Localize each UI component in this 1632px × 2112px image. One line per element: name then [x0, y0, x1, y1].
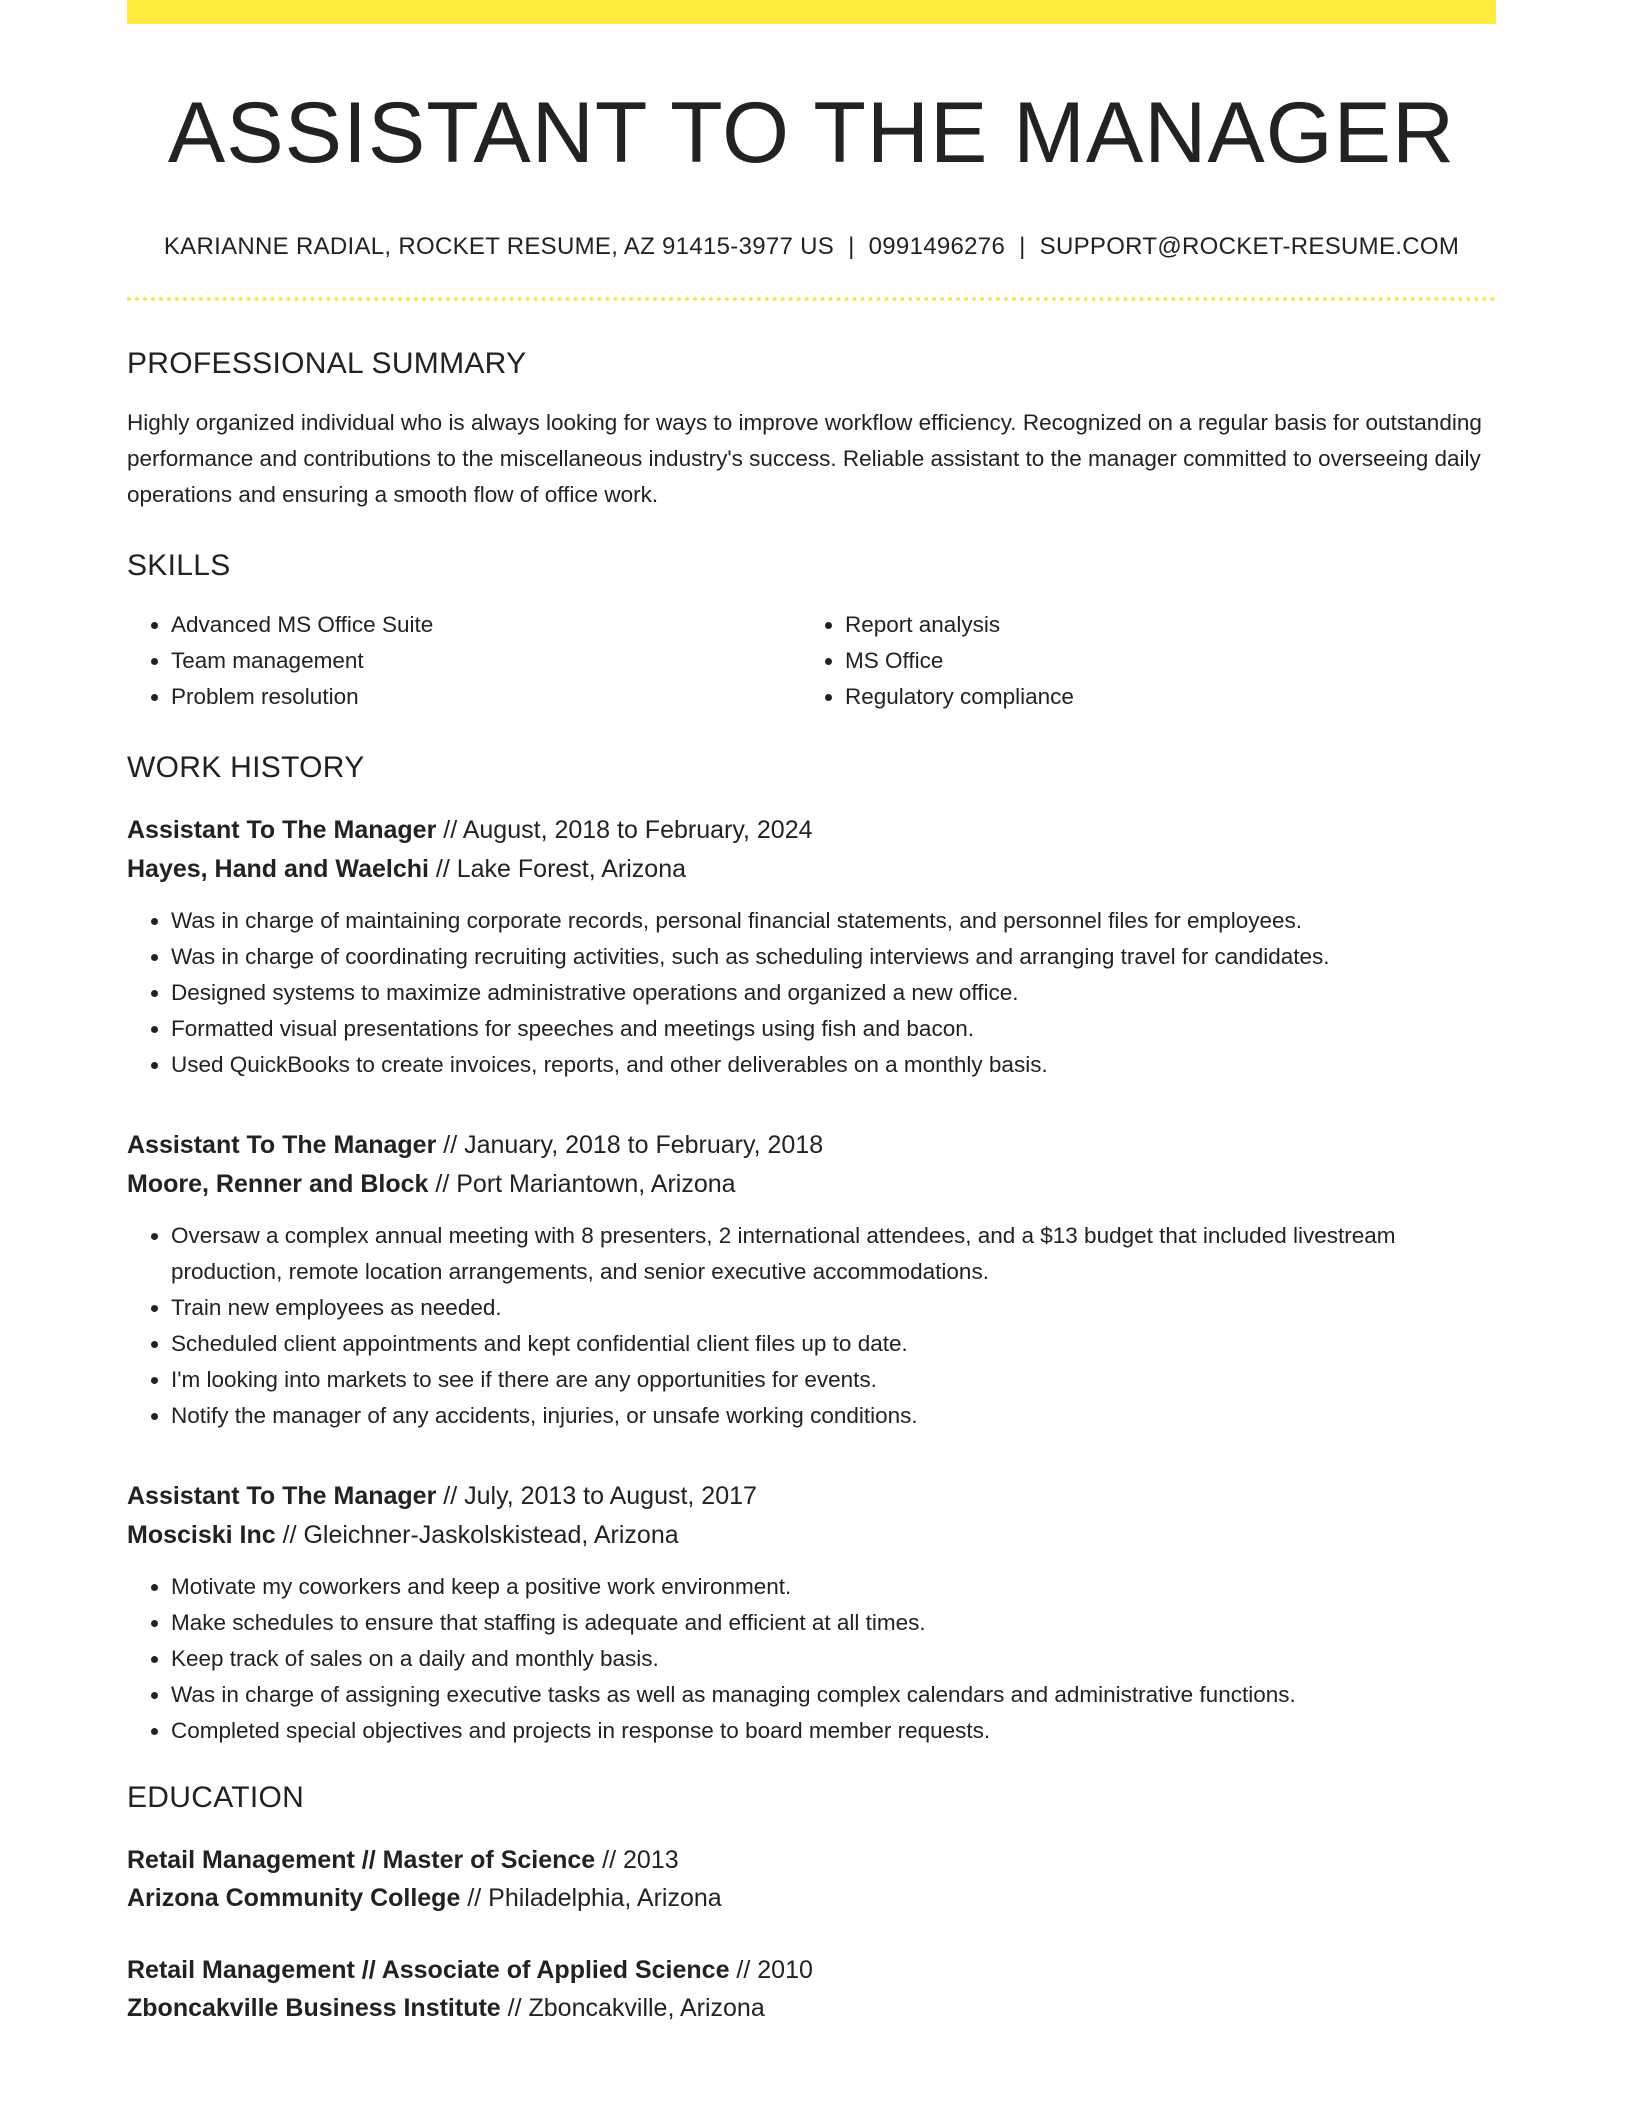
job-bullet: • I'm looking into markets to see if there are any opportunities for events.: [171, 1362, 1496, 1398]
skills-column-left: [127, 607, 801, 715]
skill-item: • Team management: [171, 643, 801, 679]
education-degree: Retail Management // Associate of Applied Science: [127, 1955, 730, 1984]
education-heading: EDUCATION: [127, 1780, 305, 1814]
skills-heading: SKILLS: [127, 548, 231, 582]
job-bullet: • Notify the manager of any accidents, injuries, or unsafe working conditions.: [171, 1398, 1496, 1434]
job-dates: // January, 2018 to February, 2018: [436, 1130, 824, 1159]
job-bullets: [127, 1569, 1496, 1749]
job-bullets: [127, 1218, 1496, 1434]
job-location: // Gleichner-Jaskolskistead, Arizona: [275, 1520, 679, 1549]
job-bullet: • Scheduled client appointments and kept confidential client files up to date.: [171, 1326, 1496, 1362]
job-company: Mosciski Inc: [127, 1520, 276, 1549]
contact-email: SUPPORT@ROCKET-RESUME.COM: [1039, 232, 1460, 260]
education-year: // 2010: [729, 1955, 813, 1984]
job-company-line: [127, 1516, 1496, 1555]
work-history-heading: WORK HISTORY: [127, 750, 365, 784]
job-company: Hayes, Hand and Waelchi: [127, 854, 429, 883]
education-school-line: [127, 1879, 1496, 1917]
contact-separator: |: [848, 232, 855, 260]
skill-item: • Problem resolution: [171, 679, 801, 715]
education-school: Arizona Community College: [127, 1883, 461, 1912]
job-dates: // August, 2018 to February, 2024: [436, 815, 813, 844]
summary-text: Highly organized individual who is always looking for ways to improve workflow efficiency. Recognized on a regular basis for outstanding performance and contributions to the miscellaneous industry's success. Reliable assistant to the manager committed to overseeing daily operations and ensuring a smooth flow of office work.: [127, 409, 1482, 507]
contact-line: [127, 233, 1496, 261]
job-bullet: • Was in charge of maintaining corporate records, personal financial statements, and personnel files for employees.: [171, 903, 1496, 939]
job-company: Moore, Renner and Block: [127, 1169, 429, 1198]
job-bullet: • Used QuickBooks to create invoices, reports, and other deliverables on a monthly basis.: [171, 1047, 1496, 1083]
top-accent-bar: [127, 0, 1496, 24]
job-bullet: • Completed special objectives and projects in response to board member requests.: [171, 1713, 1496, 1749]
education-entry: [127, 1841, 1496, 1917]
job-bullet: • Oversaw a complex annual meeting with 8 presenters, 2 international attendees, and a $13 budget that included livestream production, remote location arrangements, and senior executive accommodations.: [171, 1218, 1496, 1290]
job-bullet: • Keep track of sales on a daily and monthly basis.: [171, 1641, 1496, 1677]
job-dates: // July, 2013 to August, 2017: [436, 1481, 757, 1510]
education-school: Zboncakville Business Institute: [127, 1993, 501, 2022]
job-bullet: • Was in charge of coordinating recruiting activities, such as scheduling interviews and arranging travel for candidates.: [171, 939, 1496, 975]
education-degree-line: [127, 1951, 1496, 1989]
job-company-line: [127, 850, 1496, 889]
job-bullet: • Motivate my coworkers and keep a positive work environment.: [171, 1569, 1496, 1605]
education-degree: Retail Management // Master of Science: [127, 1845, 596, 1874]
job-entry: [127, 1126, 1496, 1434]
job-role: Assistant To The Manager: [127, 1481, 437, 1510]
job-role: Assistant To The Manager: [127, 815, 437, 844]
skill-item: • Report analysis: [845, 607, 1475, 643]
skill-item: • MS Office: [845, 643, 1475, 679]
job-title-line: [127, 1126, 1496, 1165]
contact-address: KARIANNE RADIAL, ROCKET RESUME, AZ 91415-3977 US: [163, 232, 835, 260]
education-location: // Philadelphia, Arizona: [460, 1883, 722, 1912]
job-bullet: • Formatted visual presentations for speeches and meetings using fish and bacon.: [171, 1011, 1496, 1047]
job-company-line: [127, 1165, 1496, 1204]
skills-list: [127, 607, 1496, 715]
contact-separator: |: [1019, 232, 1026, 260]
resume-name: ASSISTANT TO THE MANAGER: [167, 85, 1456, 181]
job-location: // Lake Forest, Arizona: [428, 854, 687, 883]
job-bullet: • Was in charge of assigning executive tasks as well as managing complex calendars and administrative functions.: [171, 1677, 1496, 1713]
summary-heading: PROFESSIONAL SUMMARY: [127, 346, 527, 380]
resume-page: [127, 0, 1496, 2027]
job-bullet: • Make schedules to ensure that staffing is adequate and efficient at all times.: [171, 1605, 1496, 1641]
skill-item: • Regulatory compliance: [845, 679, 1475, 715]
job-bullet: • Train new employees as needed.: [171, 1290, 1496, 1326]
job-entry: [127, 811, 1496, 1083]
education-school-line: [127, 1989, 1496, 2027]
skills-column-right: [801, 607, 1475, 715]
job-entry: [127, 1477, 1496, 1749]
job-role: Assistant To The Manager: [127, 1130, 437, 1159]
education-entry: [127, 1951, 1496, 2027]
job-title-line: [127, 811, 1496, 850]
job-bullets: [127, 903, 1496, 1083]
education-year: // 2013: [595, 1845, 679, 1874]
contact-phone: 0991496276: [868, 232, 1006, 260]
education-degree-line: [127, 1841, 1496, 1879]
job-title-line: [127, 1477, 1496, 1516]
job-bullet: • Designed systems to maximize administrative operations and organized a new office.: [171, 975, 1496, 1011]
education-location: // Zboncakville, Arizona: [500, 1993, 765, 2022]
skill-item: • Advanced MS Office Suite: [171, 607, 801, 643]
dotted-divider: [127, 297, 1496, 301]
job-location: // Port Mariantown, Arizona: [428, 1169, 736, 1198]
